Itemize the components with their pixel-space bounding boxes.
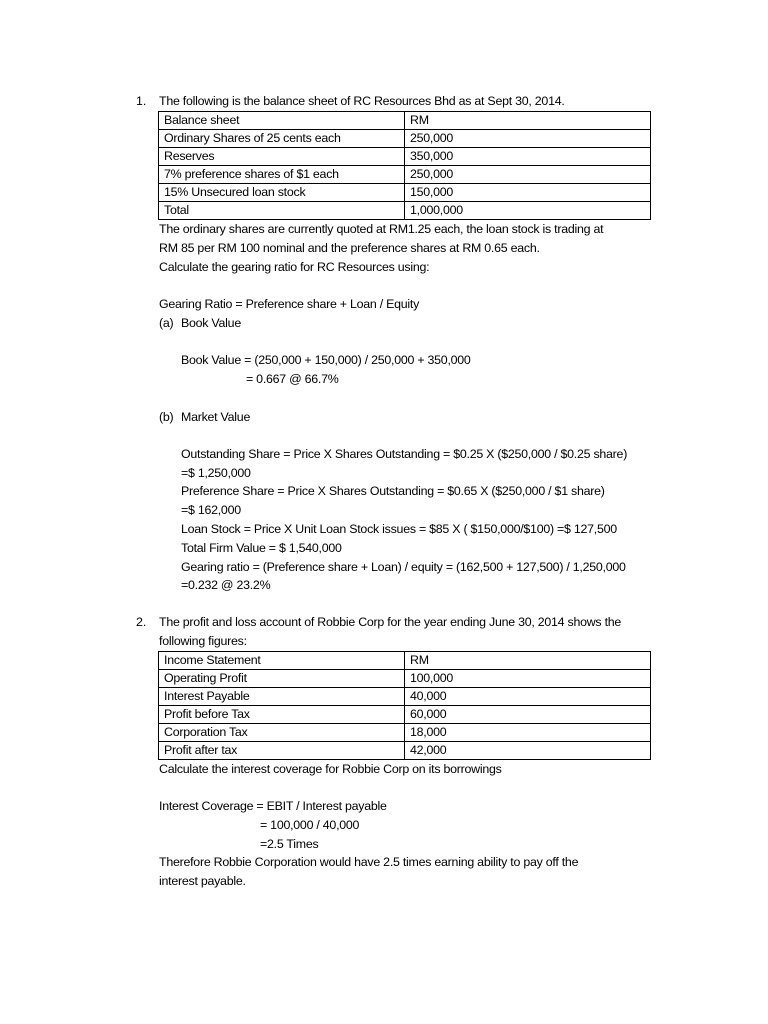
q1-number: 1.: [136, 94, 147, 108]
interest-coverage-result: =2.5 Times: [260, 837, 319, 851]
income-statement-table: [158, 651, 651, 760]
part-b-label: (b): [159, 410, 174, 424]
table-row: [159, 670, 651, 688]
table-cell: 250,000: [405, 130, 651, 148]
table-row: [159, 742, 651, 760]
table-cell: Profit after tax: [159, 742, 405, 760]
table-row: [159, 184, 651, 202]
table-cell: Ordinary Shares of 25 cents each: [159, 130, 405, 148]
q2-number: 2.: [136, 615, 147, 629]
market-value-line: Preference Share = Price X Shares Outstanding = $0.65 X ($250,000 / $1 share): [181, 484, 605, 498]
table-cell: Reserves: [159, 148, 405, 166]
part-a-title: Book Value: [181, 316, 241, 330]
market-value-line: Gearing ratio = (Preference share + Loan) / equity = (162,500 + 127,500) / 1,250,000: [181, 560, 626, 574]
book-value-calc: Book Value = (250,000 + 150,000) / 250,000 + 350,000: [181, 353, 471, 367]
market-value-line: Loan Stock = Price X Unit Loan Stock issues = $85 X ( $150,000/$100) =$ 127,500: [181, 522, 617, 536]
market-value-line: =$ 162,000: [181, 503, 241, 517]
table-row: [159, 148, 651, 166]
table-row: [159, 724, 651, 742]
table-row: [159, 112, 651, 130]
table-cell: 150,000: [405, 184, 651, 202]
q2-intro-line: The profit and loss account of Robbie Corp for the year ending June 30, 2014 shows the: [159, 615, 622, 629]
market-value-line: Total Firm Value = $ 1,540,000: [181, 541, 342, 555]
table-cell: Total: [159, 202, 405, 220]
table-cell: 42,000: [405, 742, 651, 760]
q2-question: Calculate the interest coverage for Robbie Corp on its borrowings: [159, 762, 502, 776]
part-a-label: (a): [159, 316, 174, 330]
table-row: [159, 706, 651, 724]
table-cell: Operating Profit: [159, 670, 405, 688]
table-cell: Interest Payable: [159, 688, 405, 706]
interest-coverage-formula: Interest Coverage = EBIT / Interest payable: [159, 799, 387, 813]
table-cell: 250,000: [405, 166, 651, 184]
table-cell: Balance sheet: [159, 112, 405, 130]
table-cell: Income Statement: [159, 652, 405, 670]
part-b-title: Market Value: [181, 410, 251, 424]
q1-paragraph-line: Calculate the gearing ratio for RC Resources using:: [159, 260, 430, 274]
q2-conclusion-line: interest payable.: [159, 874, 246, 888]
table-row: [159, 652, 651, 670]
table-cell: Profit before Tax: [159, 706, 405, 724]
q2-conclusion-line: Therefore Robbie Corporation would have 2.5 times earning ability to pay off the: [159, 855, 579, 869]
market-value-line: Outstanding Share = Price X Shares Outstanding = $0.25 X ($250,000 / $0.25 share): [181, 447, 628, 461]
table-cell: 7% preference shares of $1 each: [159, 166, 405, 184]
q1-paragraph-line: RM 85 per RM 100 nominal and the preference shares at RM 0.65 each.: [159, 241, 540, 255]
q2-intro-line: following figures:: [159, 634, 247, 648]
table-cell: 60,000: [405, 706, 651, 724]
balance-sheet-table: [158, 111, 651, 220]
table-cell: 18,000: [405, 724, 651, 742]
table-cell: 350,000: [405, 148, 651, 166]
table-cell: RM: [405, 112, 651, 130]
table-cell: 40,000: [405, 688, 651, 706]
q1-intro: The following is the balance sheet of RC Resources Bhd as at Sept 30, 2014.: [159, 94, 565, 108]
book-value-result: = 0.667 @ 66.7%: [246, 372, 339, 386]
table-cell: RM: [405, 652, 651, 670]
gearing-formula: Gearing Ratio = Preference share + Loan / Equity: [159, 297, 420, 311]
market-value-line: =0.232 @ 23.2%: [181, 578, 271, 592]
table-row: [159, 130, 651, 148]
table-cell: 1,000,000: [405, 202, 651, 220]
table-row: [159, 202, 651, 220]
table-cell: 15% Unsecured loan stock: [159, 184, 405, 202]
interest-coverage-step: = 100,000 / 40,000: [260, 818, 360, 832]
table-cell: Corporation Tax: [159, 724, 405, 742]
table-cell: 100,000: [405, 670, 651, 688]
market-value-line: =$ 1,250,000: [181, 466, 251, 480]
table-row: [159, 688, 651, 706]
table-row: [159, 166, 651, 184]
q1-paragraph-line: The ordinary shares are currently quoted at RM1.25 each, the loan stock is trading at: [159, 222, 604, 236]
